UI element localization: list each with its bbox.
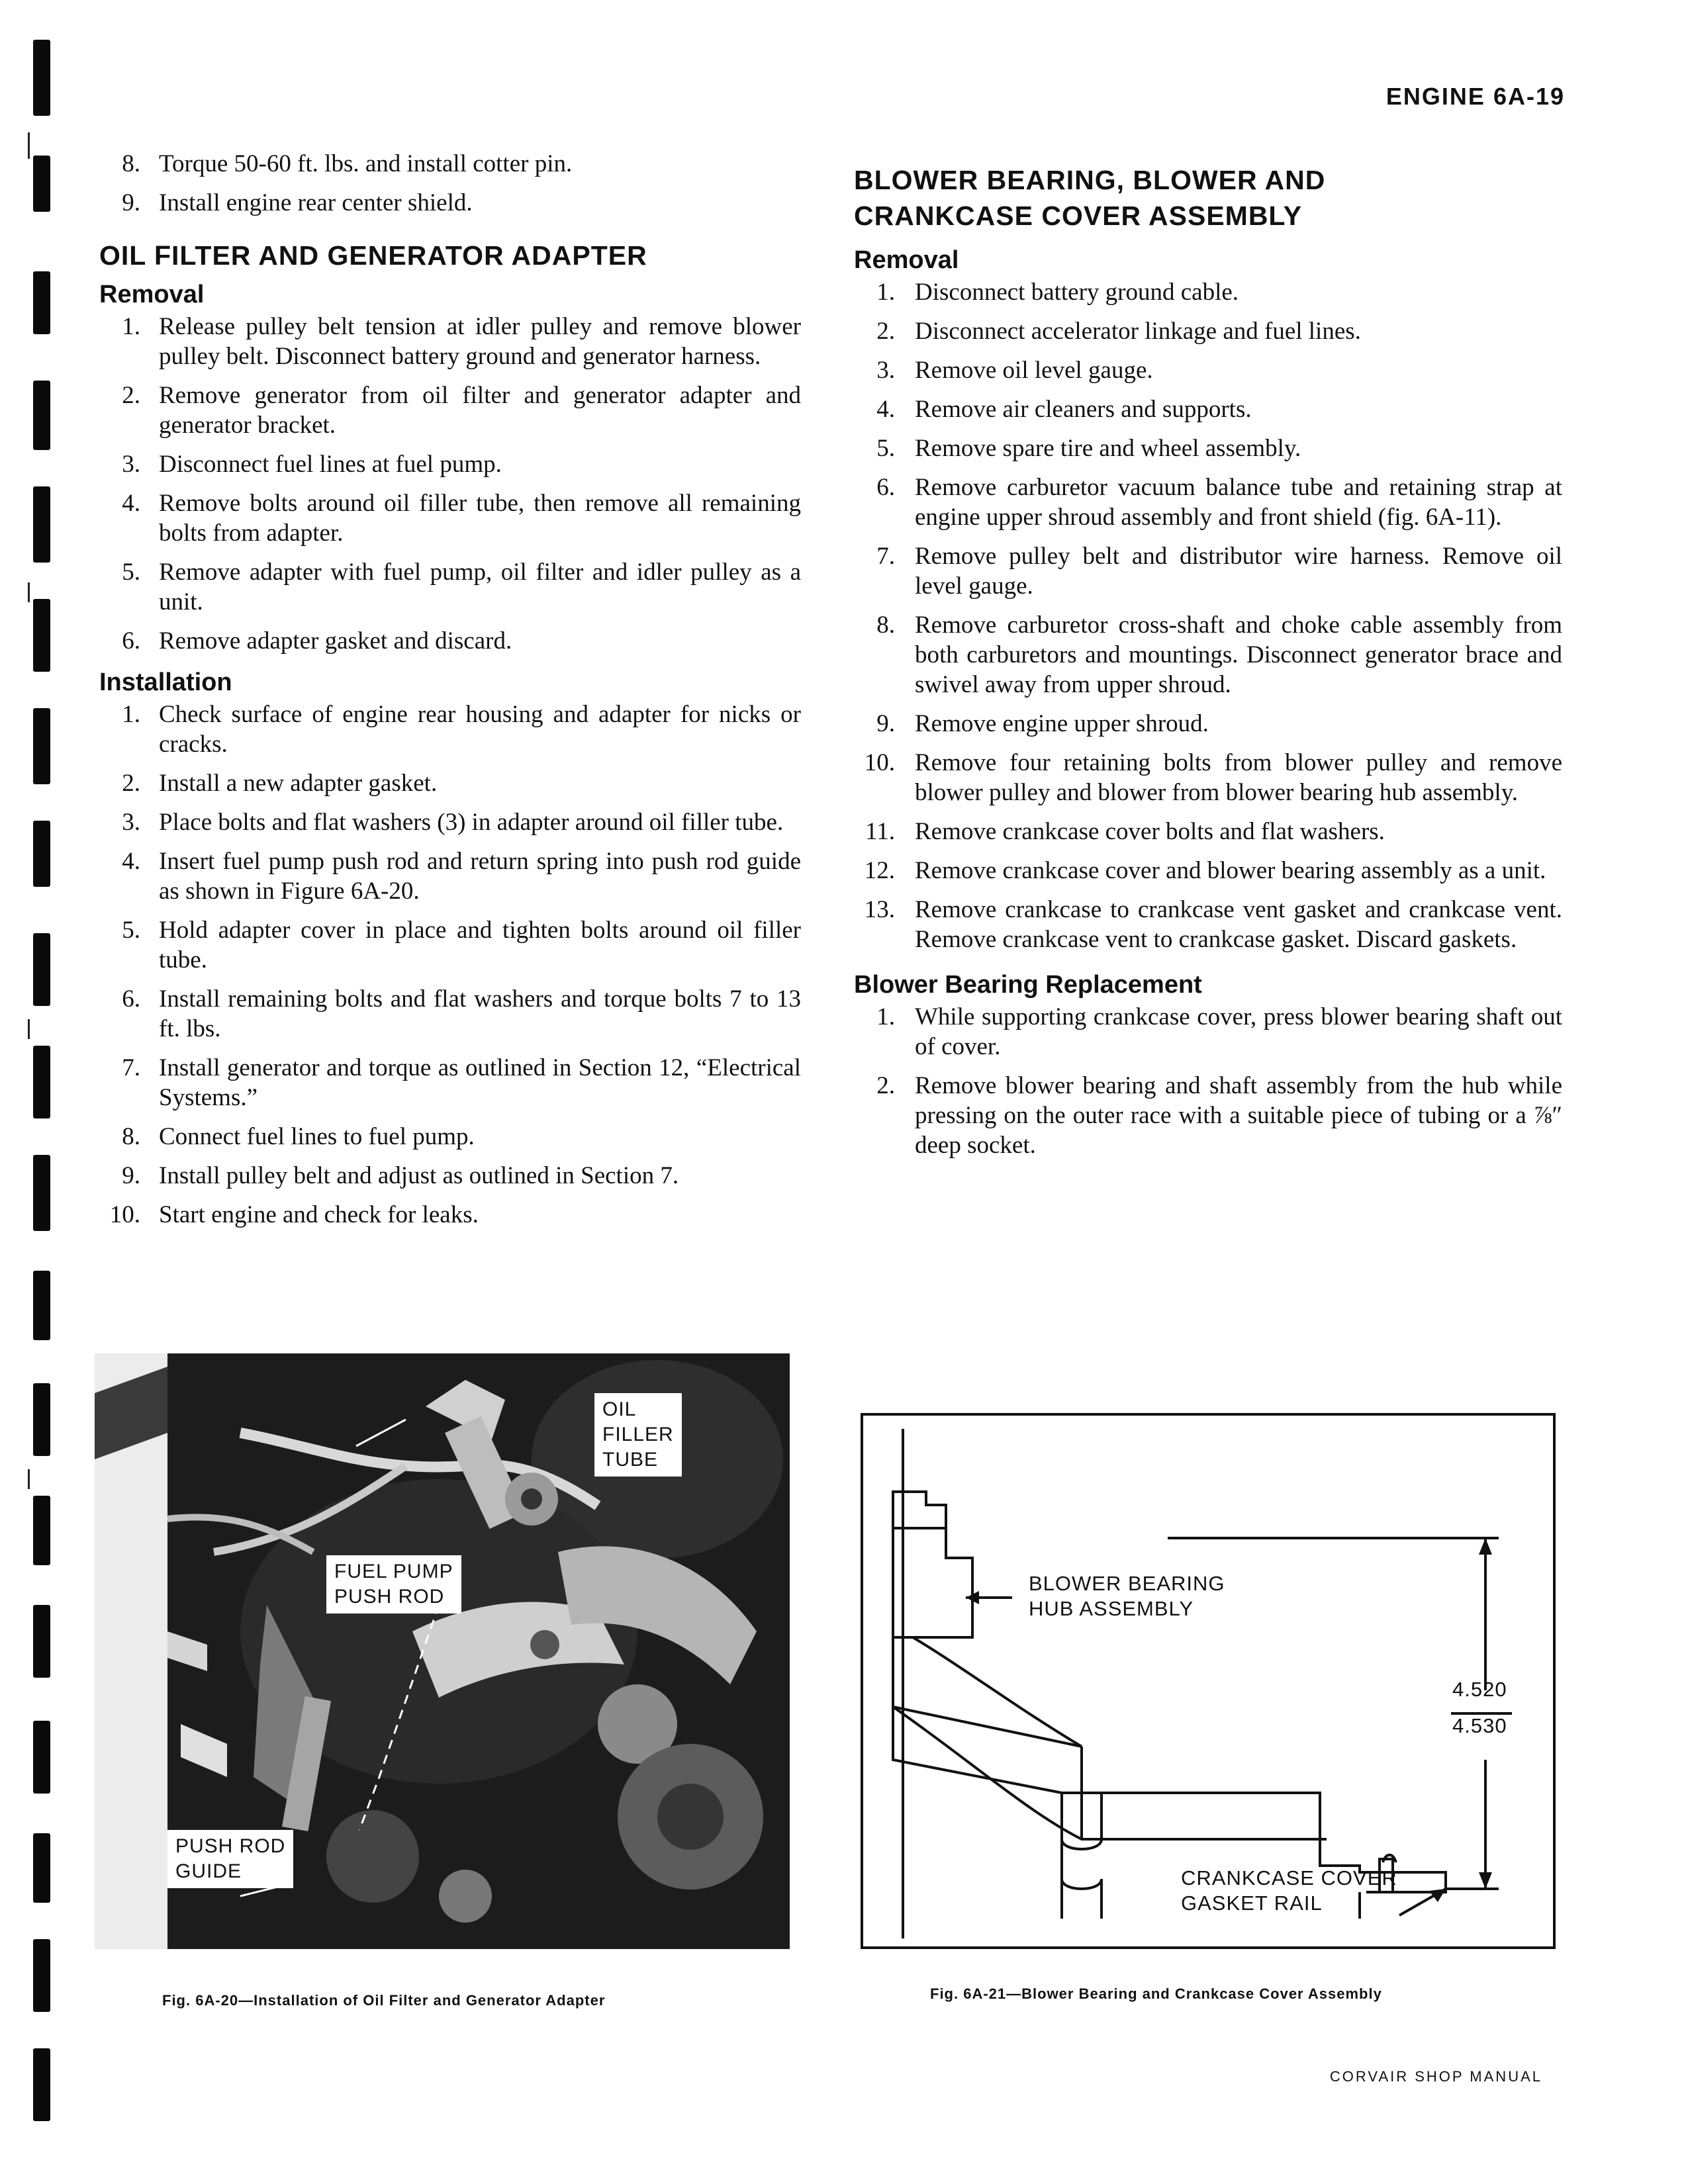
list-item [854,541,1562,601]
step-number: 5. [876,435,895,462]
step-number: 3. [876,357,895,384]
step-number: 5. [122,559,140,586]
blower-bearing-diagram [861,1413,1556,1949]
callout-fuel-pump-push-rod: FUEL PUMP PUSH ROD [326,1555,461,1614]
step-text: Remove crankcase cover and blower bearing assembly as a unit. [915,857,1546,884]
dimension-lower-value: 4.530 [1452,1714,1507,1737]
step-number: 9. [122,189,140,216]
step-text: Check surface of engine rear housing and adapter for nicks or cracks. [159,701,801,758]
intro-step-list [99,149,801,218]
list-item [854,394,1562,424]
list-item [99,807,801,837]
step-number: 6. [122,985,140,1013]
step-text: Install generator and torque as outlined in Section 12, “Electrical Systems.” [159,1054,801,1111]
step-text: Place bolts and flat washers (3) in adapter around oil filler tube. [159,809,784,836]
step-number: 7. [122,1054,140,1081]
step-text: Remove four retaining bolts from blower pulley and remove blower pulley and blower from blower bearing hub assembly. [915,749,1562,806]
subheading-blower-bearing-replacement: Blower Bearing Replacement [854,971,1202,999]
step-text: Torque 50-60 ft. lbs. and install cotter pin. [159,150,573,177]
step-number: 2. [122,382,140,409]
step-number: 11. [865,818,895,845]
dimension-upper-value: 4.520 [1452,1678,1507,1701]
list-item [854,856,1562,886]
section-title-blower-line1: BLOWER BEARING, BLOWER AND [854,165,1326,195]
bearing-step-list [854,1002,1562,1160]
figure-caption-6a-21: Fig. 6A-21—Blower Bearing and Crankcase Cover Assembly [930,1985,1382,2002]
list-item [99,449,801,479]
label-blower-bearing-hub: BLOWER BEARING HUB ASSEMBLY [1029,1572,1225,1620]
subheading-installation: Installation [99,668,232,696]
removal-step-list [99,312,801,656]
subheading-removal-blower: Removal [854,246,959,274]
list-item [99,312,801,371]
step-number: 9. [122,1162,140,1189]
step-text: Install a new adapter gasket. [159,770,438,797]
list-item [854,748,1562,807]
step-number: 6. [876,474,895,501]
step-number: 1. [122,701,140,728]
list-item [99,188,801,218]
list-item [854,610,1562,700]
step-text: Disconnect accelerator linkage and fuel lines. [915,318,1361,345]
installation-step-list [99,700,801,1230]
step-number: 7. [876,543,895,570]
list-item [99,626,801,656]
list-item [854,709,1562,739]
list-item [99,1161,801,1191]
list-item [854,316,1562,346]
list-item [99,984,801,1044]
list-item [854,473,1562,532]
step-text: While supporting crankcase cover, press blower bearing shaft out of cover. [915,1003,1562,1060]
step-number: 3. [122,451,140,478]
list-item [99,700,801,759]
list-item [99,915,801,975]
list-item [99,1122,801,1152]
list-item [99,381,801,440]
step-text: Remove air cleaners and supports. [915,396,1252,423]
page-footer: CORVAIR SHOP MANUAL [1329,2068,1542,2085]
list-item [854,1071,1562,1160]
step-number: 4. [122,848,140,875]
list-item [99,768,801,798]
step-text: Install engine rear center shield. [159,189,473,216]
step-number: 1. [876,279,895,306]
step-text: Disconnect fuel lines at fuel pump. [159,451,502,478]
step-text: Insert fuel pump push rod and return spring into push rod guide as shown in Figure 6A-20. [159,848,801,905]
blower-removal-step-list [854,277,1562,954]
step-number: 5. [122,917,140,944]
step-number: 4. [876,396,895,423]
engine-photo-figure [95,1353,790,1949]
step-text: Release pulley belt tension at idler pulley and remove blower pulley belt. Disconnect battery ground and generator harness. [159,313,801,370]
step-text: Install remaining bolts and flat washers and torque bolts 7 to 13 ft. lbs. [159,985,801,1042]
step-text: Hold adapter cover in place and tighten bolts around oil filler tube. [159,917,801,974]
list-item [854,817,1562,846]
step-text: Remove engine upper shroud. [915,710,1209,737]
list-item [99,1200,801,1230]
step-number: 1. [876,1003,895,1030]
list-item [854,355,1562,385]
section-title-oil-filter: OIL FILTER AND GENERATOR ADAPTER [99,240,647,271]
figure-caption-6a-20: Fig. 6A-20—Installation of Oil Filter and Generator Adapter [162,1992,606,2009]
callout-push-rod-guide: PUSH ROD GUIDE [167,1830,293,1888]
list-item [854,895,1562,954]
right-column [854,162,1562,1169]
step-number: 8. [122,1123,140,1150]
step-text: Remove bolts around oil filler tube, then remove all remaining bolts from adapter. [159,490,801,547]
subheading-removal: Removal [99,281,205,308]
running-head: ENGINE 6A-19 [1385,83,1565,110]
label-crankcase-cover-gasket-rail: CRANKCASE COVER GASKET RAIL [1181,1866,1397,1915]
step-text: Remove crankcase cover bolts and flat washers. [915,818,1385,845]
step-number: 12. [864,857,895,884]
step-text: Remove oil level gauge. [915,357,1153,384]
step-number: 8. [122,150,140,177]
step-text: Remove pulley belt and distributor wire harness. Remove oil level gauge. [915,543,1562,600]
list-item [99,557,801,617]
step-text: Remove adapter with fuel pump, oil filter and idler pulley as a unit. [159,559,801,615]
step-text: Remove spare tire and wheel assembly. [915,435,1301,462]
list-item [99,488,801,548]
left-column [99,149,801,1239]
list-item [854,277,1562,307]
step-number: 8. [876,612,895,639]
step-text: Connect fuel lines to fuel pump. [159,1123,475,1150]
list-item [99,846,801,906]
step-text: Install pulley belt and adjust as outlined in Section 7. [159,1162,679,1189]
list-item [854,433,1562,463]
step-number: 4. [122,490,140,517]
step-number: 10. [864,749,895,776]
step-number: 3. [122,809,140,836]
step-number: 6. [122,627,140,655]
list-item [99,149,801,179]
step-number: 2. [876,318,895,345]
step-text: Remove crankcase to crankcase vent gasket and crankcase vent. Remove crankcase vent to crankcase gasket. Discard gaskets. [915,896,1562,953]
list-item [99,1053,801,1113]
step-text: Remove blower bearing and shaft assembly from the hub while pressing on the outer race with a suitable piece of tubing or a ⅞″ deep socket. [915,1072,1562,1159]
section-title-blower-line2: CRANKCASE COVER ASSEMBLY [854,201,1303,231]
step-number: 2. [122,770,140,797]
step-number: 10. [109,1201,140,1228]
list-item [854,1002,1562,1062]
step-text: Start engine and check for leaks. [159,1201,479,1228]
step-number: 9. [876,710,895,737]
step-number: 1. [122,313,140,340]
step-number: 13. [864,896,895,923]
step-number: 2. [876,1072,895,1099]
step-text: Remove carburetor vacuum balance tube and retaining strap at engine upper shroud assembly and front shield (fig. 6A-11). [915,474,1562,531]
step-text: Remove adapter gasket and discard. [159,627,512,655]
step-text: Remove generator from oil filter and generator adapter and generator bracket. [159,382,801,439]
step-text: Remove carburetor cross-shaft and choke cable assembly from both carburetors and mountings. Disconnect generator brace and swivel away from upper shroud. [915,612,1562,698]
step-text: Disconnect battery ground cable. [915,279,1239,306]
binding-edge [0,0,73,2184]
callout-oil-filler-tube: OIL FILLER TUBE [594,1393,682,1477]
